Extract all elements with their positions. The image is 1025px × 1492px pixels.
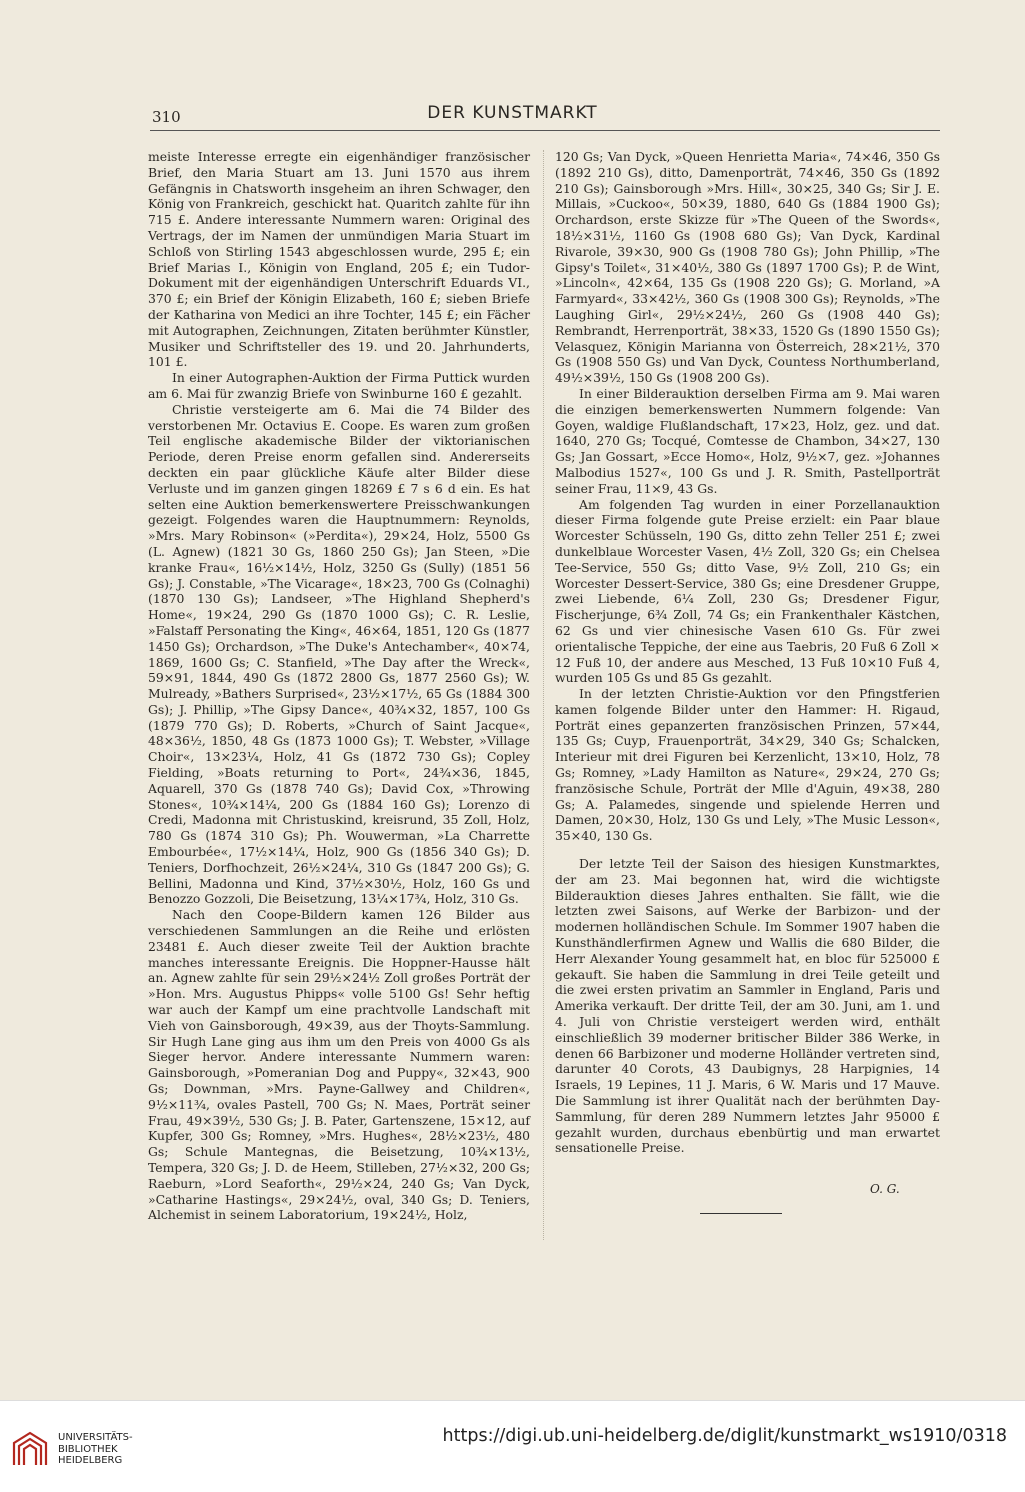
library-name: UNIVERSITÄTS- BIBLIOTHEK HEIDELBERG (58, 1432, 133, 1466)
page-number: 310 (152, 108, 181, 126)
paragraph: Der letzte Teil der Saison des hiesigen Kunstmarktes, der am 23. Mai begonnen hat, wird die wichtigste Bilderauktion dieses Jahres enthalten. Sie fällt, wie die letzten zwei Saisons, auf Werke der Barbizon- und der modernen holländischen Schule. Im Sommer 1907 haben die Kunsthändlerfirmen Agnew und Wallis die 680 Bilder, die Herr Alexander Young gesammelt hat, en bloc für 525000 £ gekauft. Sie haben die Sammlung in drei Teile geteilt und die zwei ersten privatim an Sammler in England, Paris und Amerika verkauft. Der dritte Teil, der am 30. Juni, am 1. und 4. Juli von Christie versteigert werden wird, enthält einschließlich 39 moderner britischer Bilder 386 Werke, in denen 66 Barbizoner und moderne Holländer vertreten sind, darunter 40 Corots, 43 Daubignys, 28 Harpignies, 14 Israels, 19 Lepines, 11 J. Maris, 6 W. Maris und 17 Mauve. Die Sammlung ist ihrer Qualität nach der berühmten Day-Sammlung, für deren 289 Nummern letztes Jahr 95000 £ gezahlt wurden, durchaus ebenbürtig und man erwartet sensationelle Preise. (555, 856, 940, 1156)
paragraph: meiste Interesse erregte ein eigenhändiger französischer Brief, den Maria Stuart am 13. Juni 1570 aus ihrem Gefängnis in Chatsworth insgeheim an ihren Schwager, den König von Frankreich, geschickt hat. Quaritch zahlte für ihn 715 £. Andere interessante Nummern waren: Original des Vertrags, der im Namen der unmündigen Maria Stuart im Schloß von Stirling 1543 abgeschlossen wurde, 295 £; ein Brief Marias I., Königin von England, 205 £; ein Tudor-Dokument mit der eigenhändigen Unterschrift Eduards VI., 370 £; ein Brief der Königin Elizabeth, 160 £; sieben Briefe der Katharina von Medici an ihre Tochter, 145 £; ein Fächer mit Autographen, Zeichnungen, Zitaten berühmter Künstler, Musiker und Schriftsteller des 19. und 20. Jahrhunderts, 101 £. (148, 149, 530, 370)
paragraph: In der letzten Christie-Auktion vor den Pfingstferien kamen folgende Bilder unter den Hammer: H. Rigaud, Porträt eines gepanzerten französischen Prinzen, 57×44, 135 Gs; Cuyp, Frauenporträt, 34×29, 340 Gs; Schalcken, Interieur mit drei Figuren bei Kerzenlicht, 13×10, Holz, 78 Gs; Romney, »Lady Hamilton as Nature«, 29×24, 270 Gs; französische Schule, Porträt der Mlle d'Aguin, 49×38, 280 Gs; A. Palamedes, singende und spielende Herren und Damen, 20×30, Holz, 130 Gs und Lely, »The Music Lesson«, 35×40, 130 Gs. (555, 686, 940, 844)
column-gutter (543, 150, 544, 1240)
running-title: DER KUNSTMARKT (427, 103, 598, 123)
paragraph: Am folgenden Tag wurden in einer Porzellanauktion dieser Firma folgende gute Preise erzielt: ein Paar blaue Worcester Schüsseln, 190 Gs, ditto zehn Teller 251 £; zwei dunkelblaue Worcester Vasen, 4½ Zoll, 320 Gs; ein Chelsea Tee-Service, 550 Gs; ditto Vase, 9½ Zoll, 210 Gs; ein Worcester Dessert-Service, 380 Gs; eine Dresdener Gruppe, zwei Liebende, 6¼ Zoll, 230 Gs; Dresdener Figur, Fischerjunge, 6¾ Zoll, 74 Gs; ein Frankenthaler Kästchen, 62 Gs und vier chinesische Vasen 610 Gs. Für zwei orientalische Teppiche, der eine aus Taebris, 20 Fuß 6 Zoll × 12 Fuß 10, der andere aus Mesched, 13 Fuß 10×10 Fuß 4, wurden 105 Gs und 85 Gs gezahlt. (555, 496, 940, 686)
paragraph: In einer Autographen-Auktion der Firma Puttick wurden am 6. Mai für zwanzig Briefe von Swinburne 160 £ gezahlt. (148, 370, 530, 401)
paragraph: 120 Gs; Van Dyck, »Queen Henrietta Maria«, 74×46, 350 Gs (1892 210 Gs), ditto, Damenporträt, 74×46, 350 Gs (1892 210 Gs); Gainsborough »Mrs. Hill«, 30×25, 340 Gs; Sir J. E. Millais, »Cuckoo«, 50×39, 1880, 640 Gs (1884 1900 Gs); Orchardson, erste Skizze für »The Queen of the Swords«, 18½×31½, 1160 Gs (1908 680 Gs); Van Dyck, Kardinal Rivarole, 39×30, 900 Gs (1908 780 Gs); John Phillip, »The Gipsy's Toilet«, 31×40½, 380 Gs (1897 1700 Gs); P. de Wint, »Lincoln«, 42×64, 135 Gs (1908 220 Gs); G. Morland, »A Farmyard«, 33×42½, 360 Gs (1908 300 Gs); Reynolds, »The Laughing Girl«, 29½×24½, 260 Gs (1908 440 Gs); Rembrandt, Herrenporträt, 38×33, 1520 Gs (1890 1550 Gs); Velasquez, Königin Marianna von Österreich, 28×21½, 370 Gs (1908 550 Gs) und Van Dyck, Countess Northumberland, 49½×39½, 150 Gs (1908 200 Gs). (555, 149, 940, 386)
page-url-link[interactable]: https://digi.ub.uni-heidelberg.de/diglit/kunstmarkt_ws1910/0318 (442, 1426, 1007, 1446)
footer-bar (0, 1400, 1025, 1492)
end-rule (700, 1213, 782, 1214)
left-column (148, 149, 530, 1223)
right-column (555, 149, 940, 1156)
paragraph: In einer Bilderauktion derselben Firma am 9. Mai waren die einzigen bemerkenswerten Nummern folgende: Van Goyen, waldige Flußlandschaft, 17×23, Holz, gez. und dat. 1640, 270 Gs; Tocqué, Comtesse de Chambon, 34×27, 130 Gs; Jan Gossart, »Ecce Homo«, Holz, 9½×7, gez. »Johannes Malbodius 1527«, 100 Gs und J. R. Smith, Pastellporträt seiner Frau, 11×9, 43 Gs. (555, 385, 940, 496)
header-rule (150, 130, 940, 131)
paragraph: Nach den Coope-Bildern kamen 126 Bilder aus verschiedenen Sammlungen an die Reihe und erlösten 23481 £. Auch dieser zweite Teil der Auktion brachte manches interessante Ereignis. Die Hoppner-Hausse hält an. Agnew zahlte für sein 29½×24½ Zoll großes Porträt der »Hon. Mrs. Augustus Phipps« volle 5100 Gs! Sehr heftig war auch der Kampf um eine prachtvolle Landschaft mit Vieh von Gainsborough, 49×39, aus der Thoyts-Sammlung. Sir Hugh Lane ging aus ihm um den Preis von 4000 Gs als Sieger hervor. Andere interessante Nummern waren: Gainsborough, »Pomeranian Dog and Puppy«, 32×43, 900 Gs; Downman, »Mrs. Payne-Gallwey and Children«, 9½×11¾, ovales Pastell, 700 Gs; N. Maes, Porträt seiner Frau, 49×39½, 530 Gs; J. B. Pater, Gartenszene, 15×12, auf Kupfer, 300 Gs; Romney, »Mrs. Hughes«, 28½×23½, 480 Gs; Schule Mantegnas, die Beisetzung, 10¾×13½, Tempera, 320 Gs; J. D. de Heem, Stilleben, 27½×32, 200 Gs; Raeburn, »Lord Seaforth«, 29½×24, 240 Gs; Van Dyck, »Catharine Hastings«, 29×24½, oval, 340 Gs; D. Teniers, Alchemist in seinem Laboratorium, 19×24½, Holz, (148, 907, 530, 1223)
library-logo-icon (10, 1429, 50, 1469)
paragraph: Christie versteigerte am 6. Mai die 74 Bilder des verstorbenen Mr. Octavius E. Coope. Es waren zum großen Teil englische akademische Bilder der viktorianischen Periode, deren Preise enorm gefallen sind. Andererseits deckten ein paar glückliche Käufe alter Bilder diese Verluste und im ganzen gingen 18269 £ 7 s 6 d ein. Es hat selten eine Auktion bemerkenswertere Preisschwankungen gezeigt. Folgendes waren die Hauptnummern: Reynolds, »Mrs. Mary Robinson« (»Perdita«), 29×24, Holz, 5500 Gs (L. Agnew) (1821 30 Gs, 1860 250 Gs); Jan Steen, »Die kranke Frau«, 16½×14½, Holz, 3250 Gs (Sully) (1851 56 Gs); J. Constable, »The Vicarage«, 18×23, 700 Gs (Colnaghi) (1870 130 Gs); Landseer, »The Highland Shepherd's Home«, 19×24, 290 Gs (1870 1000 Gs); C. R. Leslie, »Falstaff Personating the King«, 46×64, 1851, 120 Gs (1877 1450 Gs); Orchardson, »The Duke's Antechamber«, 40×74, 1869, 1600 Gs; C. Stanfield, »The Day after the Wreck«, 59×91, 1844, 490 Gs (1872 2800 Gs, 1877 2560 Gs); W. Mulready, »Bathers Surprised«, 23½×17½, 65 Gs (1884 300 Gs); J. Phillip, »The Gipsy Dance«, 40¾×32, 1857, 100 Gs (1879 770 Gs); D. Roberts, »Church of Saint Jacque«, 48×36½, 1850, 48 Gs (1873 1000 Gs); T. Webster, »Village Choir«, 13×23¼, Holz, 41 Gs (1872 730 Gs); Copley Fielding, »Boats returning to Port«, 24¾×36, 1845, Aquarell, 370 Gs (1878 740 Gs); David Cox, »Throwing Stones«, 10¾×14¼, 200 Gs (1884 160 Gs); Lorenzo di Credi, Madonna mit Christuskind, kreisrund, 35 Zoll, Holz, 780 Gs (1874 310 Gs); Ph. Wouwerman, »La Charrette Embourbée«, 17½×14¼, Holz, 900 Gs (1856 340 Gs); D. Teniers, Dorfhochzeit, 26½×24¼, 310 Gs (1847 200 Gs); G. Bellini, Madonna und Kind, 37½×30½, Holz, 160 Gs und Benozzo Gozzoli, Die Beisetzung, 13¼×17¾, Holz, 310 Gs. (148, 401, 530, 907)
author-signature: O. G. (870, 1182, 900, 1196)
